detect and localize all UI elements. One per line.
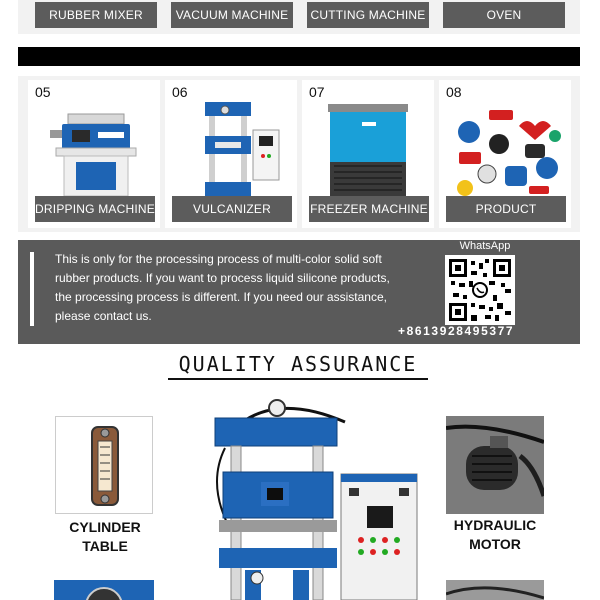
product-card-vulcanizer[interactable]: [165, 80, 297, 228]
process-note-text: This is only for the processing process of multi-color solid soft rubber products. If you want to process liquid silicone products, the processing process is different. If you need our assistance, please contact us.: [55, 252, 390, 323]
bottom-right-thumbnail: [446, 580, 544, 600]
hydraulic-motor-caption: HYDRAULIC MOTOR: [453, 517, 537, 552]
product-card-product[interactable]: [439, 80, 571, 228]
section-title: QUALITY ASSURANCE: [178, 352, 418, 376]
bottom-left-thumbnail: [54, 580, 154, 600]
vacuum-machine-label[interactable]: VACUUM MACHINE: [171, 2, 293, 28]
cylinder-table-image: [55, 416, 153, 514]
cylinder-table-caption: CYLINDER TABLE: [69, 519, 141, 554]
cutting-machine-label[interactable]: CUTTING MACHINE: [307, 2, 429, 28]
card-number: 08: [446, 84, 462, 100]
product-card-dripping[interactable]: [28, 80, 160, 228]
rubber-mixer-label[interactable]: RUBBER MIXER: [35, 2, 157, 28]
accent-bar: [30, 252, 34, 326]
phone-number[interactable]: +8613928495377: [398, 324, 515, 338]
freezer-machine-label: FREEZER MACHINE: [309, 196, 429, 222]
qr-code-icon[interactable]: [445, 255, 515, 325]
card-number: 06: [172, 84, 188, 100]
top-category-row: [18, 0, 580, 34]
whatsapp-label: WhatsApp: [459, 240, 511, 252]
product-card-freezer[interactable]: [302, 80, 434, 228]
product-card-row: [18, 76, 580, 232]
vulcanizer-label: VULCANIZER: [172, 196, 292, 222]
vulcanizer-machine-image: [185, 388, 425, 600]
oven-label[interactable]: OVEN: [443, 2, 565, 28]
card-number: 05: [35, 84, 51, 100]
dripping-machine-label: DRIPPING MACHINE: [35, 196, 155, 222]
hydraulic-motor-image: [446, 416, 544, 514]
product-label: PRODUCT: [446, 196, 566, 222]
section-divider-band: [18, 47, 580, 66]
card-number: 07: [309, 84, 325, 100]
title-underline: [168, 378, 428, 380]
contact-info-band: [18, 240, 580, 344]
